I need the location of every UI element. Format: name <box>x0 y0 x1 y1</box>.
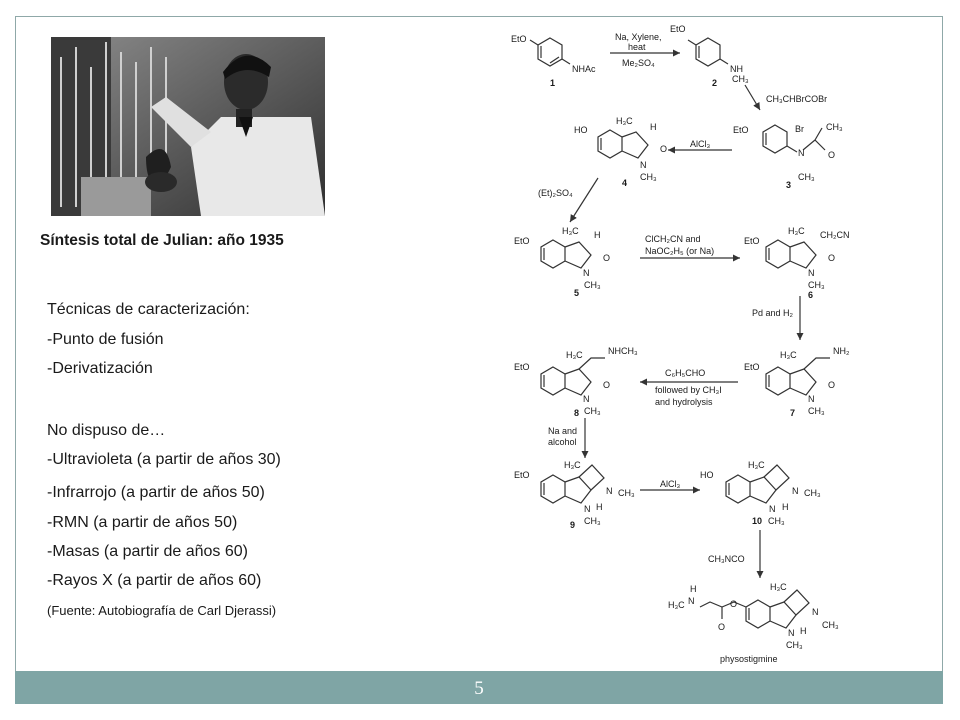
page-number: 5 <box>474 678 484 699</box>
atom-label: H <box>650 122 657 132</box>
reagent-label: ClCH₂CN and <box>645 234 701 244</box>
atom-label: O <box>603 380 611 390</box>
reagent-label: C₆H₅CHO <box>665 368 706 378</box>
atom-label: EtO <box>511 34 527 44</box>
compound-number: 2 <box>712 78 718 88</box>
atom-label: CH₃ <box>768 516 785 526</box>
reagent-label: Me₂SO₄ <box>622 58 655 68</box>
atom-label: H <box>800 626 807 636</box>
compound-number: 4 <box>622 178 628 188</box>
atom-label: CH₃ <box>618 488 635 498</box>
photo-caption: Síntesis total de Julian: año 1935 <box>40 232 284 249</box>
technique-item: -Punto de fusión <box>47 331 164 348</box>
atom-label: O <box>660 144 668 154</box>
atom-label: EtO <box>744 236 760 246</box>
atom-label: O <box>718 622 726 632</box>
atom-label: CH₃ <box>786 640 803 650</box>
atom-label: CH₃ <box>808 280 825 290</box>
footer-bar <box>15 671 943 704</box>
compound-number: 3 <box>786 180 792 190</box>
atom-label: CH₃ <box>804 488 821 498</box>
atom-label: N <box>583 268 590 278</box>
compound-name: physostigmine <box>720 654 778 664</box>
technique-item: -Derivatización <box>47 360 153 377</box>
atom-label: CH₃ <box>584 516 601 526</box>
atom-label: N <box>584 504 591 514</box>
atom-label: EtO <box>514 470 530 480</box>
reagent-label: NaOC₂H₅ (or Na) <box>645 246 715 256</box>
arrow-4-5 <box>570 178 598 222</box>
missing-heading: No dispuso de… <box>47 422 166 439</box>
reagent-label: heat <box>628 42 646 52</box>
synthesis-scheme <box>500 16 940 670</box>
atom-label: H₃C <box>668 600 685 610</box>
compound-number: 5 <box>574 288 580 298</box>
atom-label: CH₃ <box>732 74 749 84</box>
atom-label: NHAc <box>572 64 596 74</box>
atom-label: N <box>583 394 590 404</box>
atom-label: EtO <box>514 236 530 246</box>
missing-item: -Masas (a partir de años 60) <box>47 543 248 560</box>
atom-label: CH₃ <box>808 406 825 416</box>
compound-number: 7 <box>790 408 796 418</box>
reagent-label: followed by CH₃I <box>655 385 722 395</box>
atom-label: EtO <box>733 125 749 135</box>
atom-label: H₃C <box>616 116 633 126</box>
compound-number: 8 <box>574 408 580 418</box>
atom-label: O <box>828 253 836 263</box>
atom-label: Br <box>795 124 804 134</box>
atom-label: H₃C <box>770 582 787 592</box>
reagent-label: alcohol <box>548 437 577 447</box>
compound-number: 1 <box>550 78 556 88</box>
atom-label: O <box>730 599 738 609</box>
atom-label: O <box>603 253 611 263</box>
atom-label: H₃C <box>748 460 765 470</box>
missing-item: -Ultravioleta (a partir de años 30) <box>47 451 281 468</box>
atom-label: H₃C <box>788 226 805 236</box>
reagent-label: (Et)₂SO₄ <box>538 188 573 198</box>
atom-label: N <box>808 394 815 404</box>
atom-label: EtO <box>514 362 530 372</box>
reagent-label: CH₃NCO <box>708 554 745 564</box>
compound-number: 6 <box>808 290 814 300</box>
atom-label: NH <box>730 64 743 74</box>
atom-label: N <box>640 160 647 170</box>
atom-label: H <box>596 502 603 512</box>
atom-label: CH₃ <box>584 280 601 290</box>
atom-label: N <box>606 486 613 496</box>
reagent-label: Na, Xylene, <box>615 32 662 42</box>
atom-label: CH₃ <box>822 620 839 630</box>
reagent-label: and hydrolysis <box>655 397 713 407</box>
compound-number: 9 <box>570 520 576 530</box>
atom-label: NHCH₃ <box>608 346 638 356</box>
atom-label: CH₂CN <box>820 230 850 240</box>
atom-label: HO <box>700 470 714 480</box>
atom-label: H <box>782 502 789 512</box>
scientist-photo-image <box>51 37 325 216</box>
arrow-2-3 <box>745 85 760 110</box>
atom-label: O <box>828 380 836 390</box>
atom-label: N <box>812 607 819 617</box>
missing-item: -RMN (a partir de años 50) <box>47 514 238 531</box>
scientist-photo <box>51 37 325 216</box>
missing-item: -Rayos X (a partir de años 60) <box>47 572 262 589</box>
atom-label: CH₃ <box>826 122 843 132</box>
atom-label: CH₃ <box>640 172 657 182</box>
atom-label: NH₂ <box>833 346 850 356</box>
atom-label: O <box>828 150 836 160</box>
reagent-label: Pd and H₂ <box>752 308 794 318</box>
compound-number: 10 <box>752 516 763 526</box>
techniques-heading: Técnicas de caracterización: <box>47 301 250 318</box>
atom-label: N <box>788 628 795 638</box>
reagent-label: AlCl₃ <box>690 139 711 149</box>
atom-label: N <box>688 596 695 606</box>
atom-label: H₃C <box>780 350 797 360</box>
reagent-label: Na and <box>548 426 578 436</box>
atom-label: CH₃ <box>584 406 601 416</box>
reagent-label: AlCl₃ <box>660 479 681 489</box>
atom-label: N <box>769 504 776 514</box>
missing-item: -Infrarrojo (a partir de años 50) <box>47 484 265 501</box>
atom-label: H <box>690 584 697 594</box>
atom-label: N <box>798 148 805 158</box>
atom-label: H <box>594 230 601 240</box>
atom-label: EtO <box>744 362 760 372</box>
atom-label: HO <box>574 125 588 135</box>
atom-label: EtO <box>670 24 686 34</box>
atom-label: N <box>792 486 799 496</box>
reagent-label: CH₃CHBrCOBr <box>766 94 828 104</box>
atom-label: N <box>808 268 815 278</box>
source-note: (Fuente: Autobiografía de Carl Djerassi) <box>47 603 277 618</box>
atom-label: H₃C <box>566 350 583 360</box>
atom-label: H₃C <box>562 226 579 236</box>
atom-label: CH₃ <box>798 172 815 182</box>
atom-label: H₃C <box>564 460 581 470</box>
